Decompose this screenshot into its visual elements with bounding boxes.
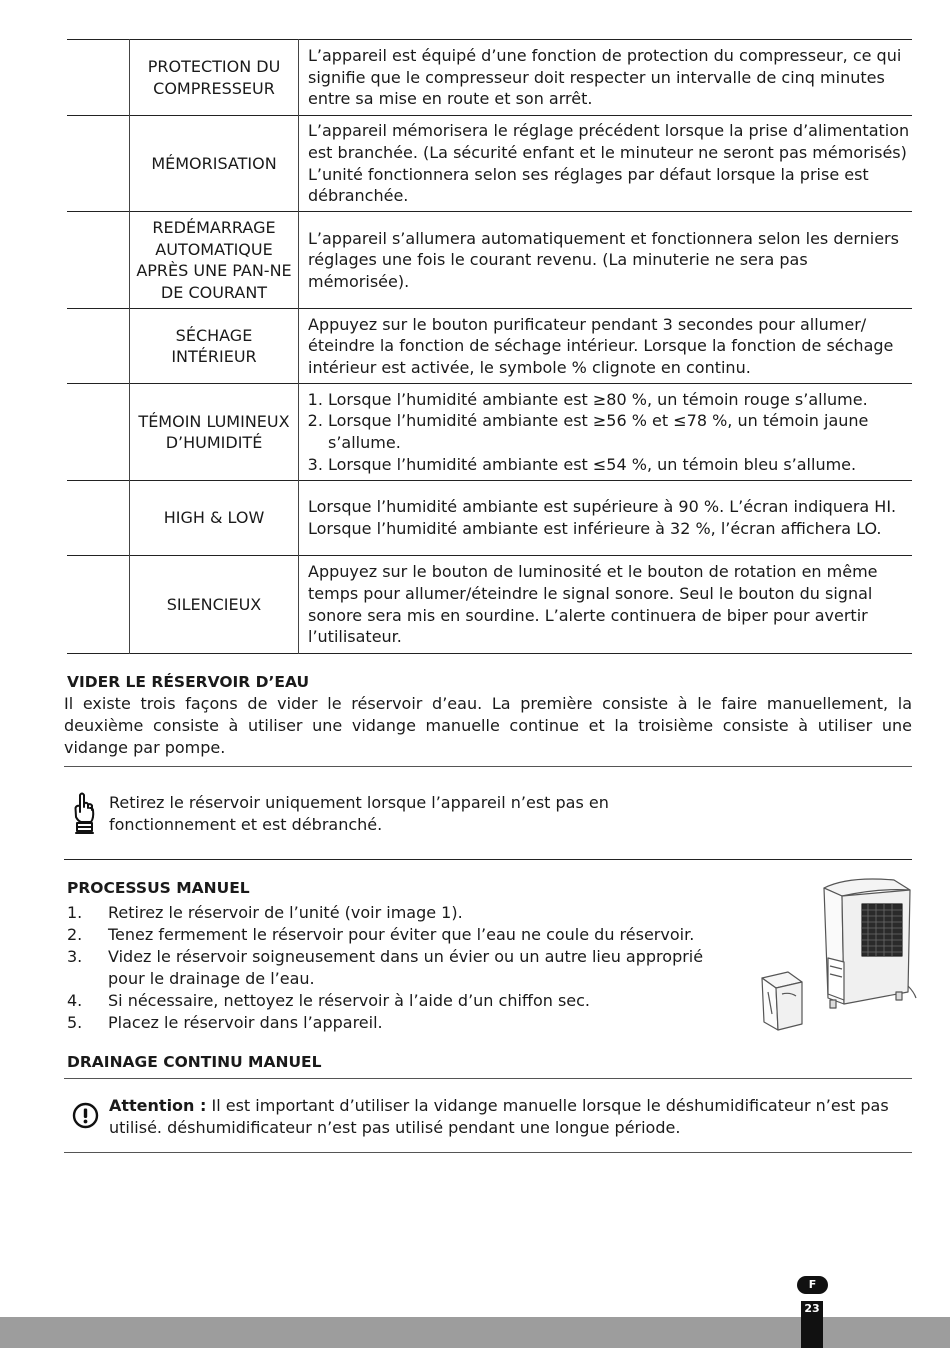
table-row: [67, 116, 912, 212]
section-title-drainage: DRAINAGE CONTINU MANUEL: [67, 1053, 322, 1071]
table-row: [67, 481, 912, 556]
row-label: SÉCHAGE INTÉRIEUR: [130, 309, 299, 384]
humidity-indicator-list: [308, 389, 912, 475]
pointing-hand-icon: [71, 790, 97, 836]
step-number: 1.: [67, 903, 83, 922]
row-label: PROTECTION DU COMPRESSEUR: [130, 40, 299, 116]
list-item: 1. Lorsque l’humidité ambiante est ≥80 %, un témoin rouge s’allume.: [328, 389, 912, 411]
manual-steps-list: [67, 902, 740, 1034]
row-text: L’appareil s’allumera automatiquement et fonctionnera selon les derniers réglages une fois le courant revenu. (La minuterie ne sera pas mémorisée).: [308, 228, 899, 291]
row-label: HIGH & LOW: [130, 481, 299, 556]
exclamation-circle-icon: [72, 1102, 99, 1129]
list-item: [67, 1012, 740, 1034]
page-number-tab: [801, 1301, 823, 1348]
step-text: Si nécessaire, nettoyez le réservoir à l’aide d’un chiffon sec.: [108, 991, 591, 1010]
list-item: [67, 946, 740, 990]
table-row: [67, 309, 912, 384]
note-text: Retirez le réservoir uniquement lorsque l’appareil n’est pas en fonctionnement et est débranché.: [109, 793, 609, 834]
step-number: 4.: [67, 991, 83, 1010]
table-row: [67, 556, 912, 654]
divider: [64, 1078, 912, 1079]
list-item: 2. Lorsque l’humidité ambiante est ≥56 % et ≤78 %, un témoin jaune s’allume.: [328, 410, 912, 453]
divider: [64, 1152, 912, 1153]
step-number: 2.: [67, 925, 83, 944]
features-table: [67, 39, 912, 654]
page-number: 23: [804, 1302, 820, 1315]
row-label: SILENCIEUX: [130, 556, 299, 654]
row-label: REDÉMARRAGE AUTOMATIQUE APRÈS UNE PAN-NE DE COURANT: [130, 212, 299, 309]
step-text: Retirez le réservoir de l’unité (voir image 1).: [108, 903, 463, 922]
list-item: [67, 990, 740, 1012]
divider: [64, 766, 912, 767]
vider-paragraph: Il existe trois façons de vider le réservoir d’eau. La première consiste à le faire manuellement, la deuxième consiste à utiliser une vidange manuelle continue et la troisième consiste à utiliser une vidange par pompe.: [64, 694, 912, 757]
row-text: L’appareil est équipé d’une fonction de protection du compresseur, ce qui signifie que le compresseur doit respecter un intervalle de cinq minutes entre sa mise en route et son arrêt.: [308, 46, 902, 109]
attention-text: Il est important d’utiliser la vidange manuelle lorsque le déshumidificateur n’est pas utilisé. déshumidificateur n’est pas utilisé pendant une longue période.: [109, 1096, 889, 1137]
list-item: [67, 902, 740, 924]
list-item: [67, 924, 740, 946]
row-text: Appuyez sur le bouton purificateur pendant 3 secondes pour allumer/éteindre la fonction de séchage intérieur. Lorsque la fonction de séchage intérieur est activée, le symbole % clignote en continu.: [308, 314, 894, 377]
attention-note: [109, 1095, 899, 1139]
attention-label: Attention :: [109, 1096, 207, 1115]
step-text: Tenez fermement le réservoir pour éviter que l’eau ne coule du réservoir.: [108, 925, 695, 944]
row-label: TÉMOIN LUMINEUX D’HUMIDITÉ: [130, 384, 299, 481]
row-label: MÉMORISATION: [130, 116, 299, 212]
table-row: [67, 40, 912, 116]
row-text: L’appareil mémorisera le réglage précédent lorsque la prise d’alimentation est branchée. (La sécurité enfant et le minuteur ne seront pas mémorisés) L’unité fonctionnera selon ses réglages par défaut lorsque la prise est débranchée.: [308, 121, 910, 206]
step-text: Videz le réservoir soigneusement dans un évier ou un autre lieu approprié pour le drainage de l’eau.: [108, 947, 704, 988]
step-number: 3.: [67, 947, 83, 966]
language-badge: F: [797, 1276, 828, 1294]
dehumidifier-illustration: [758, 874, 918, 1036]
row-text: Lorsque l’humidité ambiante est supérieure à 90 %. L’écran indiquera HI. Lorsque l’humidité ambiante est inférieure à 32 %, l’écran affichera LO.: [308, 497, 897, 538]
row-text: Appuyez sur le bouton de luminosité et le bouton de rotation en même temps pour allumer/éteindre le signal sonore. Seul le bouton du signal sonore sera mis en sourdine. L’alerte continuera de biper pour avertir l’utilisateur.: [308, 562, 878, 647]
table-row: [67, 212, 912, 309]
step-number: 5.: [67, 1013, 83, 1032]
section-title-manuel: PROCESSUS MANUEL: [67, 879, 250, 897]
table-row: [67, 384, 912, 481]
step-text: Placez le réservoir dans l’appareil.: [108, 1013, 383, 1032]
divider: [64, 859, 912, 860]
list-item: 3. Lorsque l’humidité ambiante est ≤54 %, un témoin bleu s’allume.: [328, 454, 912, 476]
section-title-vider: VIDER LE RÉSERVOIR D’EAU: [67, 673, 310, 691]
